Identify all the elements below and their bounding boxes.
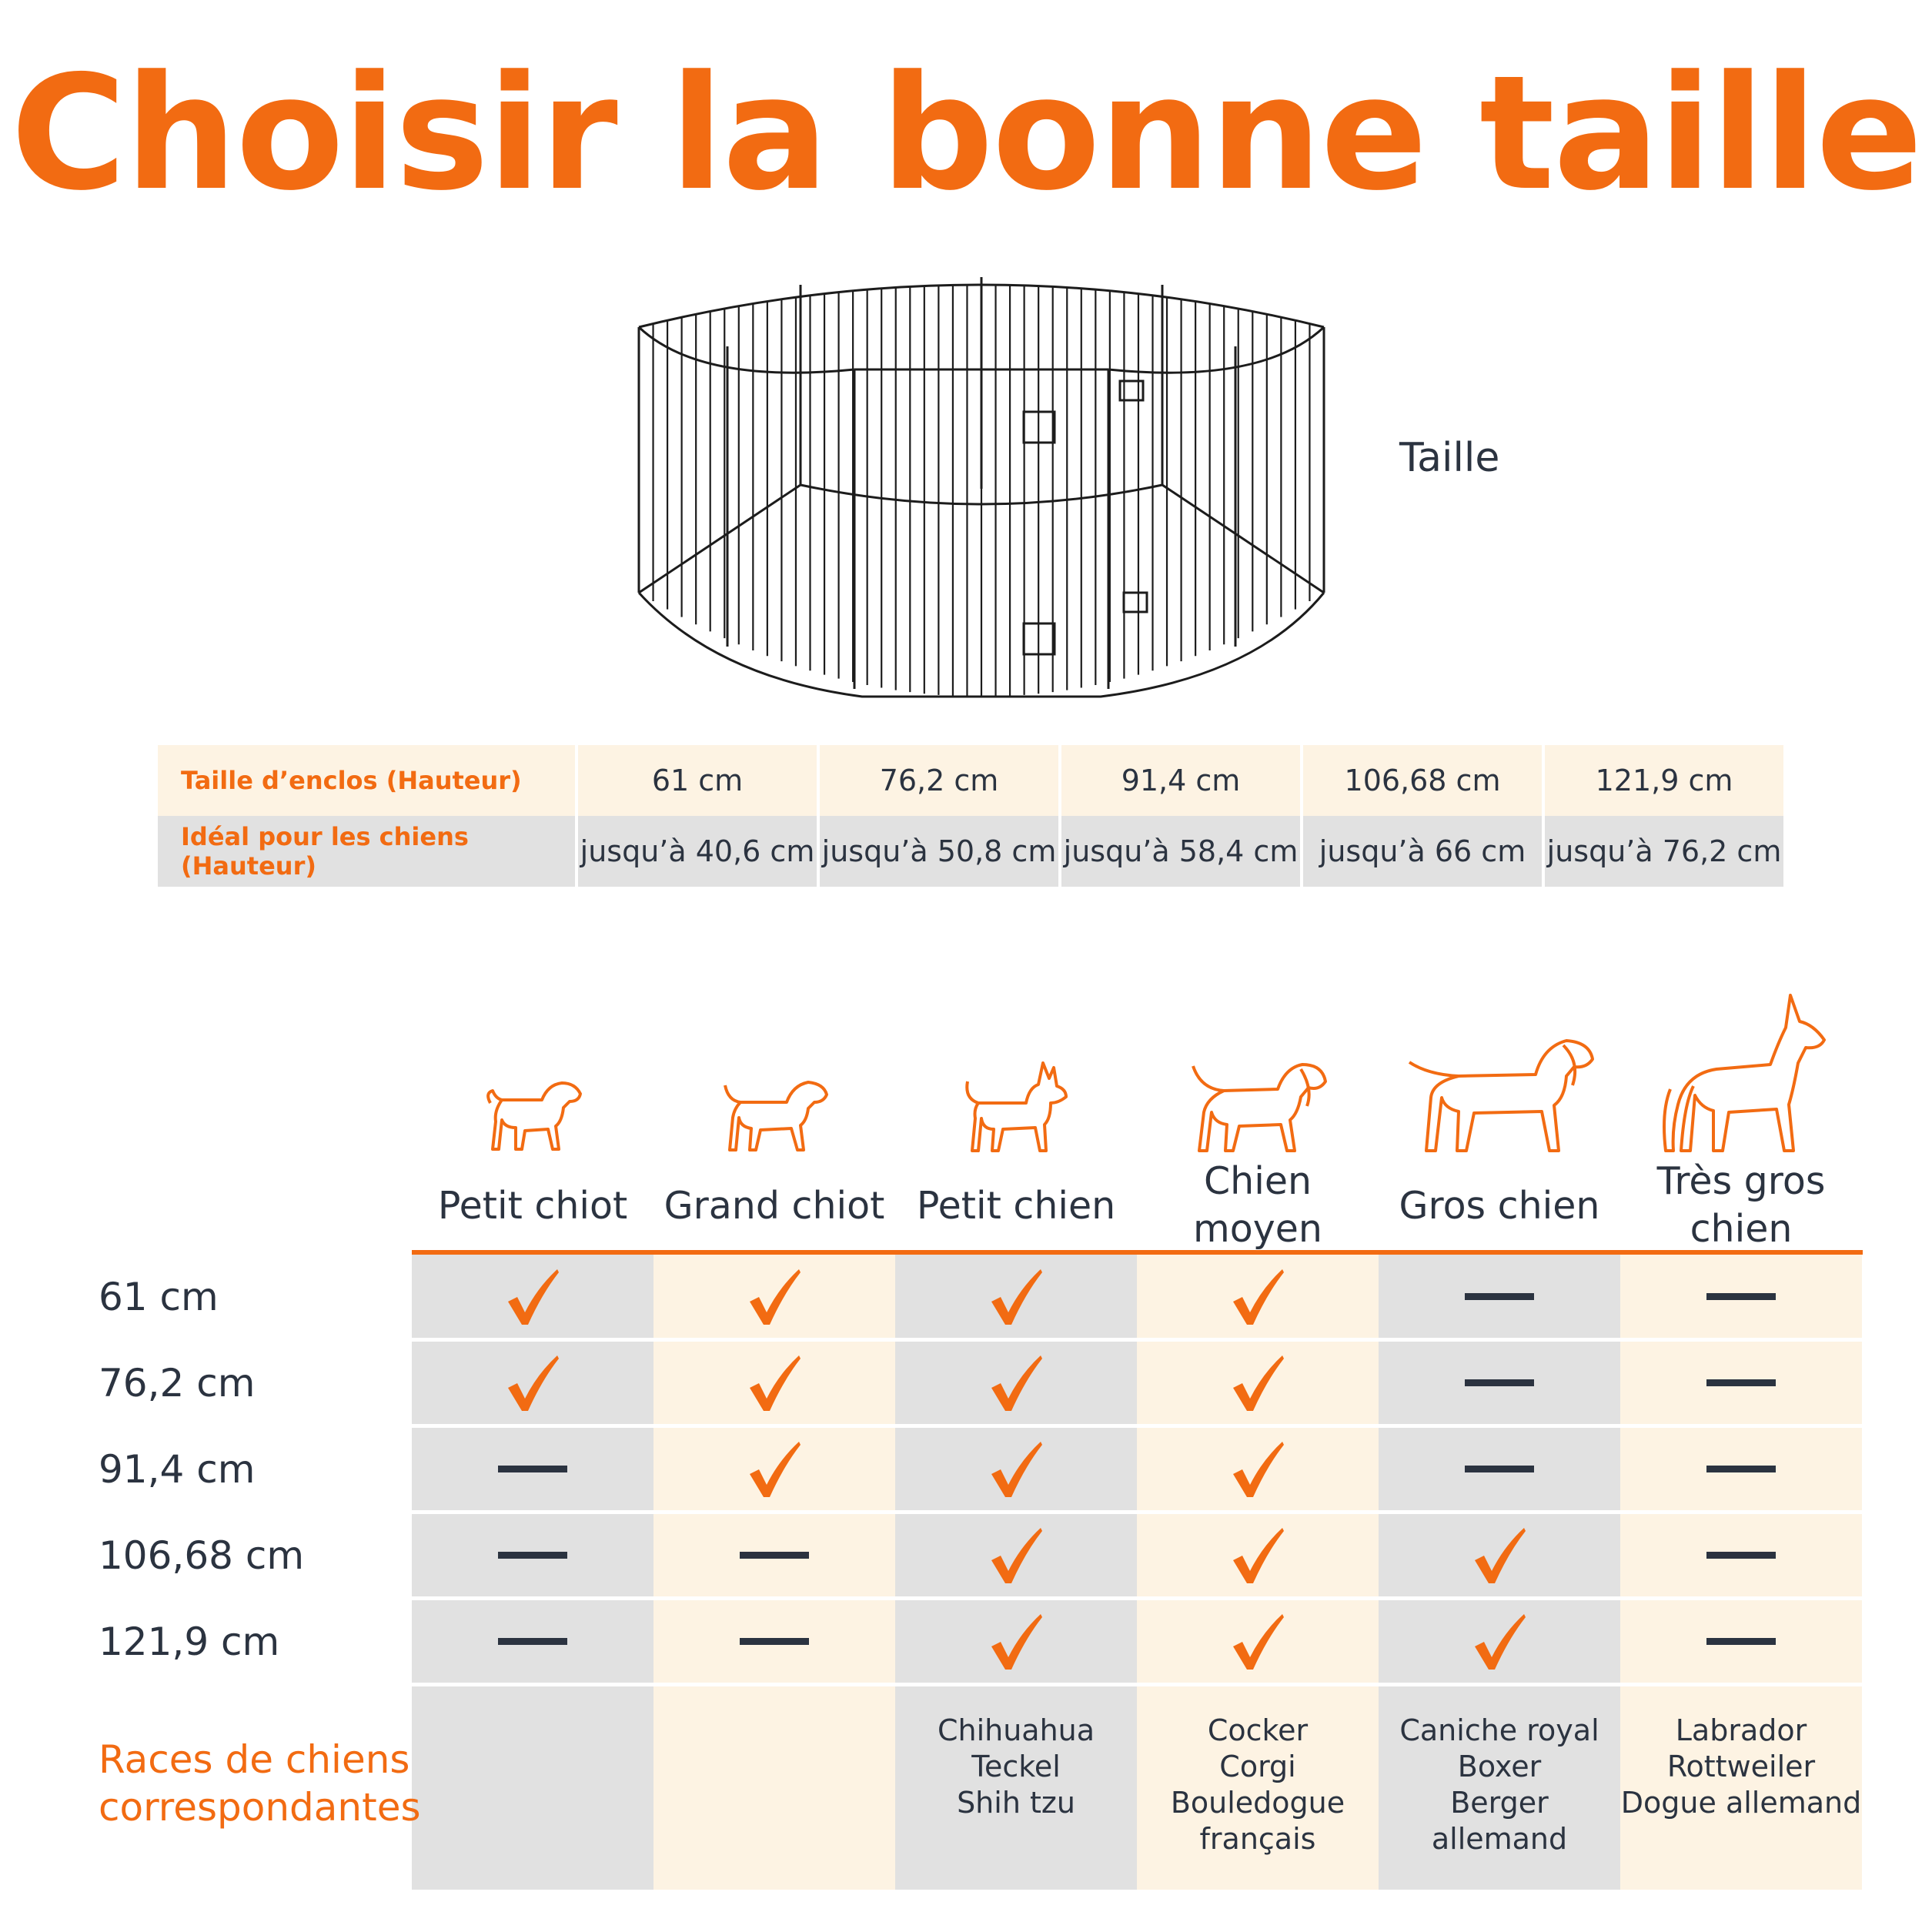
row-divider <box>412 1683 1863 1686</box>
pen-height-cell: 106,68 cm <box>1303 745 1545 816</box>
dog-category-label: Grand chiot <box>663 1184 885 1228</box>
check-icon <box>895 1439 1137 1500</box>
check-icon <box>895 1525 1137 1586</box>
dash-icon <box>412 1439 653 1500</box>
ideal-dog-height-cell: jusqu’à 66 cm <box>1303 816 1545 887</box>
row-size-label: 106,68 cm <box>99 1533 305 1578</box>
ideal-dog-height-cell: jusqu’à 50,8 cm <box>820 816 1061 887</box>
pen-height-cell: 91,4 cm <box>1061 745 1303 816</box>
breed-list: Caniche royal Boxer Berger allemand <box>1399 1713 1599 1856</box>
check-icon <box>895 1352 1137 1414</box>
check-icon <box>1137 1439 1379 1500</box>
page-title: Choisir la bonne taille <box>10 42 1922 226</box>
row-divider <box>412 1424 1863 1428</box>
dash-icon <box>1620 1352 1862 1414</box>
dash-icon <box>1620 1611 1862 1673</box>
check-icon <box>1137 1266 1379 1328</box>
dash-icon <box>653 1525 895 1586</box>
breed-list: Labrador Rottweiler Dogue allemand <box>1620 1713 1862 1820</box>
check-icon <box>1379 1611 1620 1673</box>
dash-icon <box>1620 1266 1862 1328</box>
check-icon <box>412 1352 653 1414</box>
dog-category-label: Très gros chien <box>1656 1159 1826 1251</box>
large-puppy-icon <box>725 1082 827 1150</box>
dash-icon <box>412 1525 653 1586</box>
row-size-label: 91,4 cm <box>99 1447 256 1492</box>
check-icon <box>1137 1611 1379 1673</box>
row-divider <box>412 1596 1863 1600</box>
check-icon <box>1137 1352 1379 1414</box>
check-icon <box>412 1266 653 1328</box>
races-label: Races de chiens correspondantes <box>99 1737 421 1830</box>
dog-category-label: Petit chien <box>916 1184 1116 1228</box>
small-dog-icon <box>967 1063 1066 1151</box>
check-icon <box>653 1352 895 1414</box>
dash-icon <box>1620 1525 1862 1586</box>
dog-category-label: Petit chiot <box>437 1184 628 1228</box>
small-puppy-icon <box>479 1074 587 1158</box>
pen-height-header: Taille d’enclos (Hauteur) <box>158 745 578 816</box>
dash-icon <box>1379 1439 1620 1500</box>
dash-icon <box>1620 1439 1862 1500</box>
pen-height-cell: 61 cm <box>578 745 820 816</box>
playpen-illustration <box>623 269 1339 708</box>
pen-size-label: Taille <box>1399 435 1500 481</box>
row-divider <box>412 1338 1863 1342</box>
ideal-dog-height-cell: jusqu’à 58,4 cm <box>1061 816 1303 887</box>
breed-list: Chihuahua Teckel Shih tzu <box>937 1713 1095 1820</box>
row-size-label: 76,2 cm <box>99 1361 256 1406</box>
pen-height-cell: 76,2 cm <box>820 745 1061 816</box>
dash-icon <box>653 1611 895 1673</box>
check-icon <box>1137 1525 1379 1586</box>
row-divider <box>412 1510 1863 1514</box>
row-size-label: 61 cm <box>99 1275 219 1319</box>
very-large-dog-icon <box>1664 995 1824 1151</box>
pen-height-cell: 121,9 cm <box>1545 745 1787 816</box>
ideal-dog-height-header: Idéal pour les chiens (Hauteur) <box>158 816 578 887</box>
breed-list: Cocker Corgi Bouledogue français <box>1170 1713 1345 1856</box>
dash-icon <box>1379 1352 1620 1414</box>
pen-height-row <box>158 745 1787 816</box>
check-icon <box>653 1266 895 1328</box>
dash-icon <box>412 1611 653 1673</box>
dog-category-label: Gros chien <box>1399 1184 1600 1228</box>
check-icon <box>1379 1525 1620 1586</box>
check-icon <box>895 1266 1137 1328</box>
large-dog-icon <box>1409 1041 1593 1151</box>
check-icon <box>895 1611 1137 1673</box>
ideal-dog-height-row <box>158 816 1787 887</box>
dog-category-label: Chien moyen <box>1193 1159 1322 1251</box>
dash-icon <box>1379 1266 1620 1328</box>
ideal-dog-height-cell: jusqu’à 40,6 cm <box>578 816 820 887</box>
row-size-label: 121,9 cm <box>99 1619 280 1664</box>
ideal-dog-height-cell: jusqu’à 76,2 cm <box>1545 816 1787 887</box>
check-icon <box>653 1439 895 1500</box>
